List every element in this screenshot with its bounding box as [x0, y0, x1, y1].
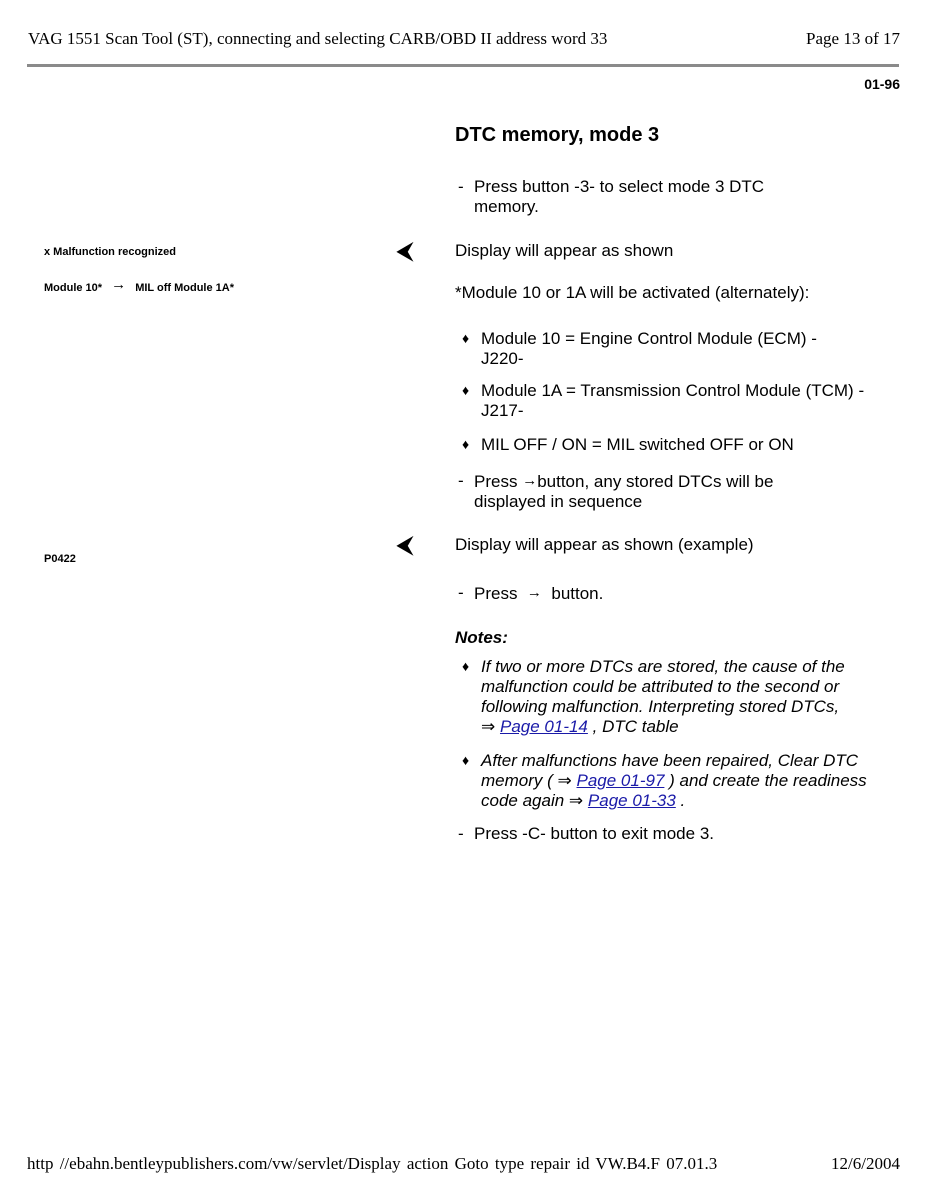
step-text: Press -C- button to exit mode 3. [474, 824, 714, 843]
right-arrow-icon: → [522, 472, 538, 489]
display-mil-status: MIL off Module 1A* [135, 282, 234, 294]
diamond-bullet-icon: ♦ [462, 752, 470, 768]
ref-arrow-icon: ⇒ [568, 791, 584, 810]
list-item [462, 435, 892, 455]
bullet-text: Module 10 = Engine Control Module (ECM) -J220- [481, 329, 817, 368]
ref-arrow-icon: ⇒ [481, 717, 496, 736]
page-indicator: Page 13 of 17 [806, 29, 900, 48]
display-dtc-code: P0422 [44, 553, 76, 565]
step-press-c [458, 824, 878, 844]
diamond-bullet-icon: ♦ [462, 436, 470, 452]
display-line-2 [44, 276, 234, 294]
display-pointer-icon: ⮜ [397, 238, 413, 263]
dash-marker: - [458, 177, 464, 196]
ref-arrow-icon: ⇒ [557, 771, 572, 790]
step-text: Press → button. [474, 584, 604, 603]
display-instruction-2: Display will appear as shown (example) [455, 535, 754, 554]
step-press-arrow [458, 471, 818, 512]
step-text: Press →button, any stored DTCs will be displayed in sequence [474, 472, 774, 511]
link-page-01-33[interactable]: Page 01-33 [587, 791, 676, 810]
display-line-1: x Malfunction recognized [44, 246, 177, 258]
section-heading: DTC memory, mode 3 [455, 124, 660, 146]
step-press-arrow-2 [458, 583, 878, 604]
document-title: VAG 1551 Scan Tool (ST), connecting and selecting CARB/OBD II address word 33 [28, 29, 608, 48]
diamond-bullet-icon: ♦ [462, 658, 470, 674]
dash-marker: - [458, 471, 464, 490]
diamond-bullet-icon: ♦ [462, 330, 470, 346]
diamond-bullet-icon: ♦ [462, 382, 470, 398]
right-arrow-icon: → [111, 276, 127, 293]
display-instruction-1: Display will appear as shown [455, 241, 674, 260]
link-page-01-97[interactable]: Page 01-97 [576, 771, 665, 790]
step-text: Press button -3- to select mode 3 DTC memory. [474, 177, 765, 216]
note-text: After malfunctions have been repaired, Clear DTC memory ( ⇒ Page 01-97 ) and create the readiness code again ⇒ Page 01-33 . [481, 751, 867, 810]
footer-date: 12/6/2004 [831, 1154, 900, 1173]
right-arrow-icon: → [526, 584, 542, 601]
dash-marker: - [458, 824, 464, 843]
bullet-text: Module 1A = Transmission Control Module (TCM) -J217- [481, 381, 865, 420]
list-item [462, 329, 847, 369]
display-pointer-icon: ⮜ [397, 532, 413, 557]
note-text: If two or more DTCs are stored, the cause of the malfunction could be attributed to the second or following malfunction. Interpreting stored DTCs, ⇒ Page 01-14 , DTC table [481, 657, 845, 736]
list-item [462, 381, 892, 421]
module-note: *Module 10 or 1A will be activated (alternately): [455, 283, 810, 302]
step-press-3 [458, 177, 798, 217]
note-item [462, 751, 892, 811]
notes-heading: Notes: [455, 628, 508, 647]
dash-marker: - [458, 583, 464, 602]
footer-url: http //ebahn.bentleypublishers.com/vw/servlet/Display action Goto type repair id VW.B4.F 07.01.3 [27, 1154, 718, 1173]
link-page-01-14[interactable]: Page 01-14 [499, 717, 588, 736]
header-divider [27, 64, 899, 67]
note-item [462, 657, 872, 737]
display-module-10: Module 10* [44, 282, 103, 294]
section-code: 01-96 [864, 76, 900, 92]
bullet-text: MIL OFF / ON = MIL switched OFF or ON [481, 435, 794, 454]
